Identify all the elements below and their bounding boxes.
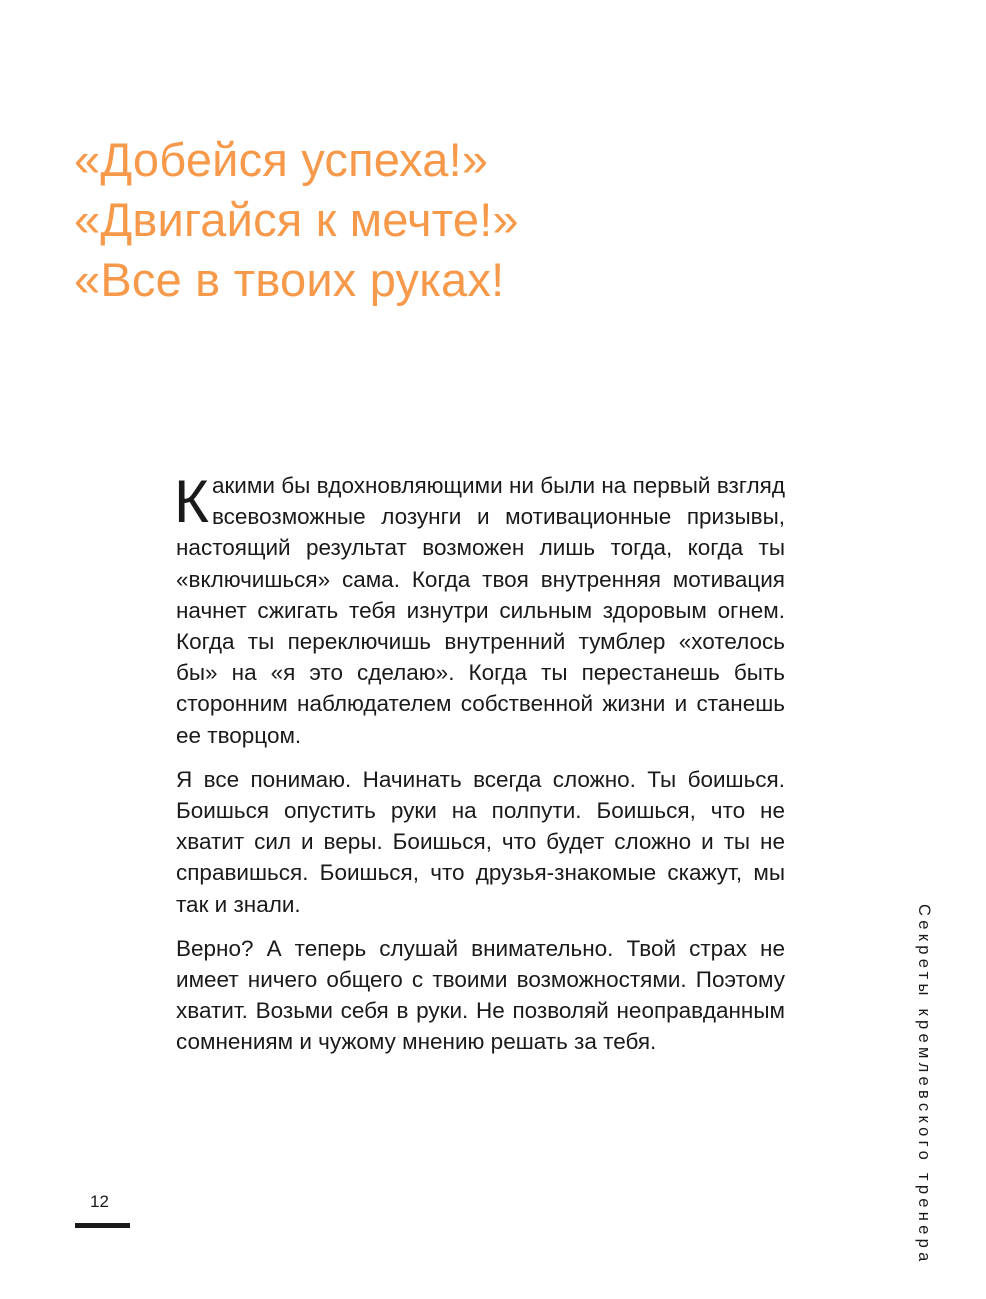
quote-line-1: «Добейся успеха!» xyxy=(74,133,489,186)
paragraph-2: Я все понимаю. Начинать всегда сложно. Ты боишься. Боишься опустить руки на полпути. Боишься, что не хватит сил и веры. Боишься, что будет сложно и ты не справишься. Боишься, что друзья-знакомые скажут, мы так и знали. xyxy=(176,766,785,917)
quote-line-3: «Все в твоих руках! xyxy=(74,253,505,306)
paragraph-1 xyxy=(176,470,785,751)
paragraph-1-text: акими бы вдохновляющими ни были на первый взгляд всевозможные лозунги и мотивационные призывы, настоящий результат возможен лишь тогда, когда ты «включишься» сама. Когда твоя внутренняя мотивация начнет сжигать тебя изнутри сильным здоровым огнем. Когда ты переключишь внутренний тумблер «хотелось бы» на «я это сделаю». Когда ты перестанешь быть сторонним наблюдателем собственной жизни и станешь ее творцом. xyxy=(176,473,785,748)
page-number: 12 xyxy=(90,1192,109,1211)
heading-quotes xyxy=(74,130,774,310)
paragraph-3: Верно? А теперь слушай внимательно. Твой страх не имеет ничего общего с твоими возможностями. Поэтому хватит. Возьми себя в руки. Не позволяй неоправданным сомнениям и чужому мнению решать за тебя. xyxy=(176,935,785,1055)
running-title: Секреты кремлевского тренера xyxy=(915,904,933,1266)
drop-cap: К xyxy=(174,468,209,535)
body-text xyxy=(176,470,785,1071)
page-number-rule xyxy=(75,1223,130,1228)
quote-line-2: «Двигайся к мечте!» xyxy=(74,193,519,246)
